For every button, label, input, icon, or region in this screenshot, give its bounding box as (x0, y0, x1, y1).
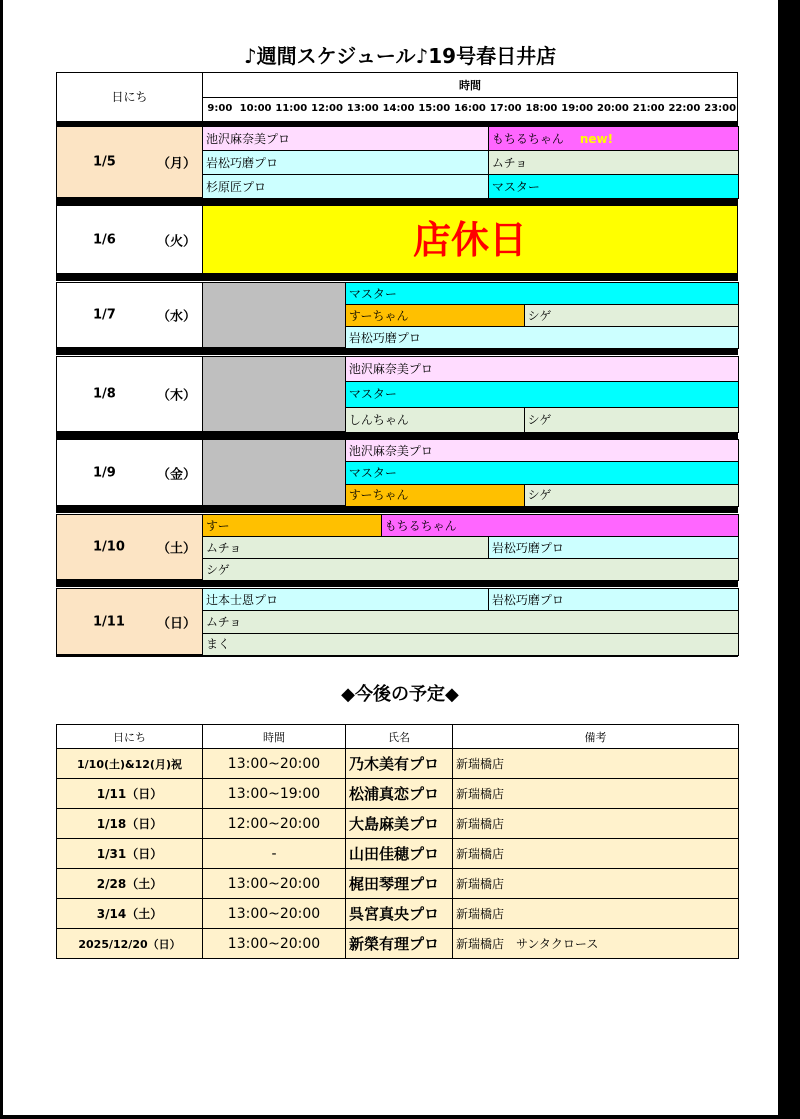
unavailable-slot (202, 439, 346, 506)
shift-slot[interactable] (488, 174, 739, 199)
future-header-1: 時間 (202, 724, 346, 749)
shift-slot[interactable] (488, 536, 739, 559)
shift-name: もちるちゃん (384, 518, 457, 533)
day-label-4 (56, 439, 203, 506)
shift-name: すーちゃん (348, 308, 409, 323)
future-cell: 新瑞橋店 (452, 898, 739, 929)
future-cell: 12:00~20:00 (202, 808, 346, 839)
day-label-3 (56, 356, 203, 432)
shift-slot[interactable] (488, 588, 739, 611)
future-cell: 山田佳穂プロ (345, 838, 453, 869)
day-separator-6 (56, 580, 738, 587)
shift-name: マスター (491, 179, 540, 194)
future-cell: 乃木美有プロ (345, 748, 453, 779)
day-date: 1/5 (93, 154, 116, 170)
day-separator-1 (56, 198, 738, 205)
closed-day-banner: 店休日 (202, 205, 738, 274)
shift-name: マスター (348, 286, 397, 301)
shift-name: 岩松巧磨プロ (348, 330, 421, 345)
future-cell: 13:00~20:00 (202, 898, 346, 929)
time-header-cell: 時間 (202, 72, 738, 98)
day-weekday: （日） (157, 616, 197, 631)
future-cell: 13:00~20:00 (202, 748, 346, 779)
day-weekday: （金） (157, 467, 197, 482)
shift-name: すーちゃん (348, 488, 409, 503)
shift-name: しんちゃん (348, 412, 409, 427)
shift-slot[interactable] (345, 439, 739, 462)
future-cell: - (202, 838, 346, 869)
new-badge: new! (579, 131, 614, 146)
shift-name: ムチョ (206, 540, 242, 555)
shift-slot[interactable] (345, 484, 525, 507)
shift-slot[interactable] (524, 407, 739, 433)
day-label-6 (56, 588, 203, 655)
day-weekday: （水） (157, 309, 197, 325)
future-cell: 13:00~20:00 (202, 868, 346, 899)
future-cell: 13:00~19:00 (202, 778, 346, 809)
future-cell: 新瑞橋店 (452, 748, 739, 779)
hour-tick-5: 14:00 (382, 103, 415, 114)
day-separator-4 (56, 432, 738, 439)
hour-tick-12: 21:00 (632, 103, 665, 114)
shift-slot[interactable] (345, 381, 739, 407)
day-weekday: （月） (157, 156, 197, 172)
shift-slot[interactable] (202, 536, 489, 559)
hour-tick-0: 9:00 (207, 103, 233, 114)
shift-slot[interactable] (524, 304, 739, 327)
future-cell: 1/10(土)&12(月)祝 (56, 748, 203, 779)
page-title: ♪週間スケジュール♪19号春日井店 (243, 44, 557, 68)
shift-slot[interactable] (345, 282, 739, 305)
future-cell: 新榮有理プロ (345, 928, 453, 959)
day-date: 1/8 (93, 386, 116, 402)
day-label-5 (56, 514, 203, 580)
shift-name: 岩松巧磨プロ (491, 592, 564, 607)
day-label-2 (56, 282, 203, 348)
future-header-0: 日にち (56, 724, 203, 749)
future-cell: 新瑞橋店 (452, 778, 739, 809)
future-header-2: 氏名 (345, 724, 453, 749)
future-cell: 大島麻美プロ (345, 808, 453, 839)
shift-name: シゲ (527, 488, 552, 503)
shift-name: 池沢麻奈美プロ (206, 131, 291, 146)
hour-tick-10: 19:00 (561, 103, 594, 114)
future-cell: 梶田琴理プロ (345, 868, 453, 899)
hour-tick-8: 17:00 (489, 103, 522, 114)
future-cell: 13:00~20:00 (202, 928, 346, 959)
future-cell: 2/28（土） (56, 868, 203, 899)
hour-tick-13: 22:00 (668, 103, 701, 114)
shift-name: まく (206, 637, 231, 652)
future-header-3: 備考 (452, 724, 739, 749)
day-label-0 (56, 126, 203, 198)
hour-tick-11: 20:00 (597, 103, 629, 114)
future-cell: 新瑞橋店 (452, 838, 739, 869)
day-separator-3 (56, 348, 738, 355)
shift-slot[interactable] (345, 461, 739, 484)
shift-name: シゲ (527, 308, 552, 323)
future-cell: 1/31（日） (56, 838, 203, 869)
day-separator-2 (56, 274, 738, 281)
shift-name: ムチョ (491, 155, 528, 170)
shift-name: ムチョ (206, 614, 242, 629)
shift-name: シゲ (527, 412, 552, 427)
shift-slot[interactable] (202, 126, 489, 151)
day-date: 1/9 (93, 465, 116, 480)
day-date: 1/6 (93, 232, 116, 247)
hour-tick-1: 10:00 (239, 103, 272, 114)
shift-name: 岩松巧磨プロ (206, 155, 279, 170)
future-cell: 呉宮真央プロ (345, 898, 453, 929)
shift-slot[interactable] (381, 514, 739, 537)
future-cell: 2025/12/20（日） (56, 928, 203, 959)
future-cell: 松浦真恋プロ (345, 778, 453, 809)
shift-name: 辻本士恩プロ (206, 592, 279, 607)
shift-slot[interactable] (202, 558, 739, 581)
shift-name: 杉原匠プロ (206, 179, 267, 194)
shift-slot[interactable] (488, 150, 739, 175)
day-weekday: （火） (157, 234, 197, 249)
shift-slot[interactable] (524, 484, 739, 507)
future-cell: 1/11（日） (56, 778, 203, 809)
hour-tick-2: 11:00 (275, 103, 308, 114)
day-weekday: （木） (157, 388, 197, 404)
shift-slot[interactable] (202, 514, 382, 537)
hour-tick-7: 16:00 (454, 103, 486, 114)
hour-tick-4: 13:00 (346, 103, 379, 114)
shift-name: マスター (348, 387, 397, 402)
shift-slot[interactable] (202, 150, 489, 175)
shift-slot[interactable] (202, 588, 489, 611)
shift-slot[interactable] (345, 326, 739, 349)
future-section-title: ◆今後の予定◆ (341, 684, 459, 705)
unavailable-slot (202, 282, 346, 348)
shift-slot[interactable] (202, 610, 739, 633)
day-date: 1/10 (93, 539, 125, 555)
shift-name: シゲ (206, 562, 230, 577)
future-cell: 1/18（日） (56, 808, 203, 839)
future-cell: 新瑞橋店 (452, 868, 739, 899)
shift-slot[interactable] (345, 407, 525, 433)
hour-tick-9: 18:00 (525, 103, 558, 114)
shift-slot[interactable] (202, 174, 489, 199)
day-date: 1/7 (93, 307, 116, 323)
shift-slot[interactable] (345, 304, 525, 327)
day-separator-5 (56, 506, 738, 513)
shift-slot[interactable] (488, 126, 739, 151)
shift-name: マスター (348, 465, 397, 480)
future-cell: 新瑞橋店 サンタクロース (452, 928, 739, 959)
day-label-1 (56, 205, 203, 274)
date-header-cell: 日にち (56, 72, 203, 122)
shift-name: 池沢麻奈美プロ (348, 362, 433, 377)
future-cell: 新瑞橋店 (452, 808, 739, 839)
unavailable-slot (202, 356, 346, 432)
hour-tick-14: 23:00 (704, 103, 737, 114)
hour-tick-6: 15:00 (418, 103, 451, 114)
day-weekday: （土） (157, 541, 197, 557)
shift-name: 岩松巧磨プロ (491, 540, 564, 555)
hour-tick-3: 12:00 (311, 103, 343, 114)
future-cell: 3/14（土） (56, 898, 203, 929)
shift-name: 池沢麻奈美プロ (348, 443, 433, 458)
shift-slot[interactable] (345, 356, 739, 382)
shift-name: もちるちゃん (491, 131, 564, 146)
day-date: 1/11 (93, 614, 125, 629)
shift-name: すー (206, 518, 230, 533)
shift-slot[interactable] (202, 633, 739, 656)
